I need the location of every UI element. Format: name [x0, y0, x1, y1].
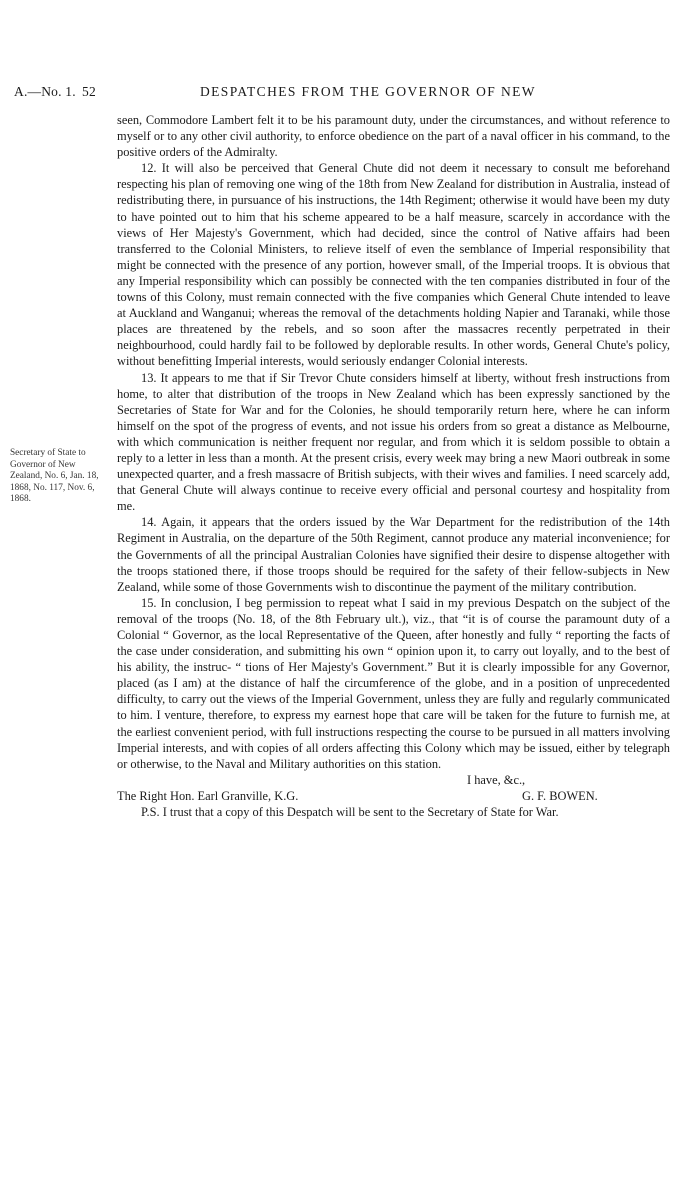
salutation-line [117, 772, 670, 788]
signature: G. F. BOWEN. [522, 788, 598, 803]
margin-note: Secretary of State to Governor of New Zealand, No. 6, Jan. 18, 1868, No. 117, Nov. 6, 1868. [10, 448, 99, 504]
paragraph-13: 13. It appears to me that if Sir Trevor Chute considers himself at liberty, without fresh instructions from home, to alter that distribution of the troops in New Zealand which has been expressly sanctioned by the Secretaries of State for War and for the Colonies, he should temporarily return here, where he can inform himself on the spot of the progress of events, and not issue his orders from so great a distance as Melbourne, with which communication is neither frequent nor regular, and from which it is seldom possible to obtain a reply to a letter in less than a month. At the present crisis, every week may bring a new Maori outbreak in some unexpected quarter, and a fresh massacre of British subjects, with their wives and families. I need scarcely add, that General Chute will always continue to receive every official and personal courtesy and hospitality from me. [117, 370, 670, 514]
page-number: 52 [82, 84, 96, 99]
paragraph-15: 15. In conclusion, I beg permission to repeat what I said in my previous Despatch on the subject of the removal of the troops (No. 18, of the 8th February ult.), viz., that “it is of course the paramount duty of a Colonial “ Governor, as the local Representative of the Queen, after honestly and fully “ reporting the facts of the case under consideration, and submitting his own “ opinion upon it, to carry out loyally, and to the best of his ability, the instruc- “ tions of Her Majesty's Government.” But it is clearly impossible for any Governor, placed (as I am) at the distance of half the circumference of the globe, and in a position of unprecedented difficulty, to carry out the views of the Imperial Government, unless they are fully and regularly communicated to him. I venture, therefore, to express my earnest hope that care will be taken for the future to furnish me, at the earliest convenient period, with full instructions respecting the course to be pursued in all matters involving Imperial interests, and with copies of all orders affecting this Colony which may be issued, either by telegraph or otherwise, to the Naval and Military authorities on this station. [117, 595, 670, 771]
addressee: The Right Hon. Earl Granville, K.G. [117, 788, 299, 803]
paragraph-continuation: seen, Commodore Lambert felt it to be his paramount duty, under the circumstances, and without reference to myself or to any other civil authority, to enforce obedience on the part of a naval officer in his command, to the positive orders of the Admiralty. [117, 113, 670, 160]
page-header [0, 84, 700, 102]
salutation: I have, &c., [467, 772, 526, 787]
postscript: P.S. I trust that a copy of this Despatch will be sent to the Secretary of State for War. [141, 805, 559, 820]
signature-line [117, 788, 670, 804]
paragraph-12: 12. It will also be perceived that General Chute did not deem it necessary to consult me beforehand respecting his plan of removing one wing of the 18th from New Zealand for distribution in Australia, instead of redistributing there, in pursuance of his instructions, the 14th Regiment; otherwise it would have been my duty to have pointed out to him that his scheme appeared to be a half measure, scarcely in accordance with the views of Her Majesty's Government, which had decided, since the control of Native affairs had been transferred to the Colonial Ministers, to relieve itself of even the semblance of Imperial responsibility that might be connected with the presence of any portion, however small, of the Imperial troops. It is obvious that any Imperial responsibility which can possibly be connected with the ten companies distributed in four of the towns of this Colony, must remain connected with the five companies which General Chute intended to leave at Auckland and Wanganui; whereas the removal of the detachments holding Napier and Taranaki, while those places are threatened by the rebels, and so soon after the massacres recently perpetrated in their neighbourhood, could hardly fail to be followed by deplorable results. In other words, General Chute's policy, without benefitting Imperial interests, would seriously endanger Colonial interests. [117, 161, 670, 369]
despatch-body [117, 112, 670, 820]
paragraph-14: 14. Again, it appears that the orders issued by the War Department for the redistribution of the 14th Regiment in Australia, on the departure of the 50th Regiment, cannot produce any material inconvenience; for the Governments of all the principal Australian Colonies have signified their desire to dispense altogether with the troops stationed there, if those troops should be required for the safety of their fellow-subjects in New Zealand, while some of those Governments wish to discontinue the payment of the military contribution. [117, 515, 670, 594]
document-reference: A.—No. 1. [14, 84, 76, 99]
running-title: DESPATCHES FROM THE GOVERNOR OF NEW [200, 84, 536, 99]
